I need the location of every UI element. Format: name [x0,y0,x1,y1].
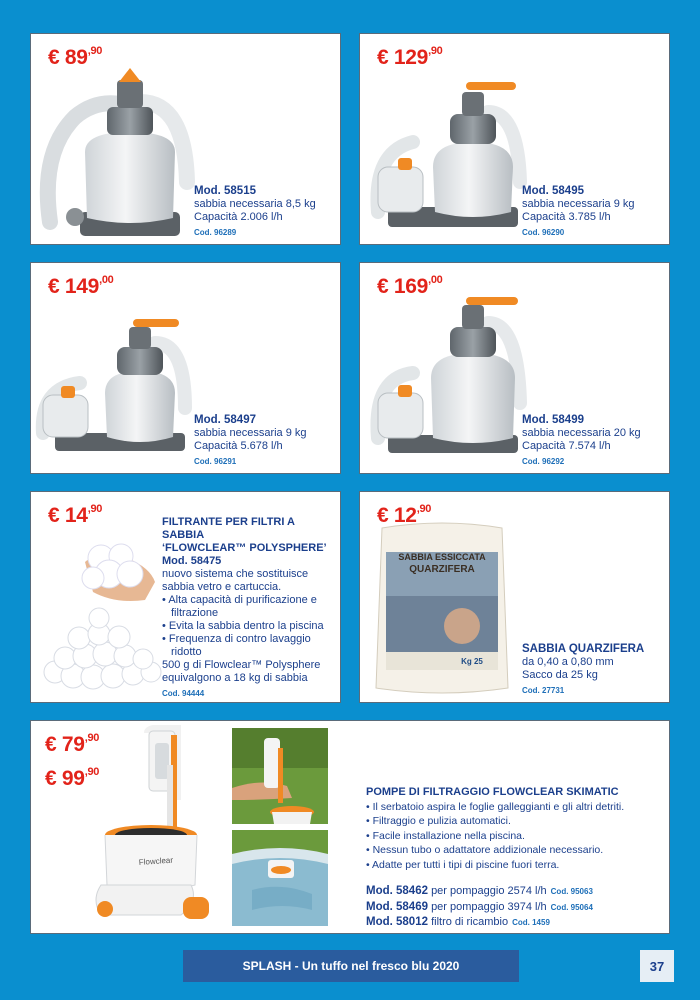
model-description: filtro di ricambio [431,916,509,928]
sand-required: sabbia necessaria 9 kg [194,427,307,439]
feature-item: • Adatte per tutti i tipi di piscine fuori terra. [366,858,666,873]
page-number: 37 [640,950,674,982]
model-number: Mod. 58462 [366,885,428,897]
sand-required: sabbia necessaria 8,5 kg [194,198,316,210]
product-title-line-2: ‘FLOWCLEAR™ POLYSPHERE’ [162,542,327,554]
sand-filter-pump-image [35,62,195,242]
feature-item: • Il serbatoio aspira le foglie galleggianti e gli altri detriti. [366,800,666,815]
product-code: Cod. 96292 [522,457,565,466]
model-row [366,915,666,931]
product-code: Cod. 27731 [522,686,565,695]
capacity: Capacità 2.006 l/h [194,211,283,223]
feature-item: • Nessun tubo o adattatore addizionale necessario. [366,843,666,858]
intro-line-2: sabbia vetro e cartuccia. [162,581,282,593]
product-card-58497 [30,262,341,474]
bag-weight: Sacco da 25 kg [522,669,598,681]
product-code: Cod. 95064 [550,902,593,912]
skimmer-installation-photo-2 [232,830,328,926]
price-label: € $14^{,90}$ [48,503,103,527]
product-description [194,185,316,239]
equivalence-line-2: equivalgono a 18 kg di sabbia [162,672,308,684]
skimmer-pump-image [91,725,211,930]
equivalence-line-1: 500 g di Flowclear™ Polysphere [162,659,321,671]
sand-filter-pump-image [368,72,528,242]
footer-title: SPLASH - Un tuffo nel fresco blu 2020 [183,950,519,982]
price-label: € $12^{,90}$ [377,503,432,527]
capacity: Capacità 5.678 l/h [194,440,283,452]
sand-bag-image [372,516,512,698]
skimmer-installation-photo-1 [232,728,328,824]
polysphere-description [162,516,337,700]
product-code: Cod. 96289 [194,228,237,237]
bag-weight-label: Kg 25 [461,657,483,666]
product-description [522,185,635,239]
model-row [366,900,666,916]
product-description [194,414,307,468]
price-label: € $169^{,00}$ [377,274,443,298]
model-number: Mod. 58515 [194,185,256,197]
sand-required: sabbia necessaria 20 kg [522,427,641,439]
product-title: SABBIA QUARZIFERA [522,643,645,655]
product-code: Cod. 95063 [550,887,593,896]
price-label: € $149^{,00}$ [48,274,114,298]
sand-filter-pump-image [35,313,195,463]
feature-list [366,800,666,873]
price-label-1: € $79^{,90}$ [45,732,100,756]
product-description [522,643,644,697]
price-label-2: € $99^{,90}$ [45,766,100,790]
feature-item: • Frequenza di contro lavaggio ridotto [162,633,337,659]
product-title: POMPE DI FILTRAGGIO FLOWCLEAR SKIMATIC [366,786,619,798]
model-row [366,884,666,900]
price-label: € $89^{,90}$ [48,45,103,69]
product-card-sand [359,491,670,703]
model-description: per pompaggio 3974 l/h [431,900,547,913]
product-card-skimatic [30,720,670,934]
product-code: Cod. 96290 [522,228,565,237]
feature-item: • Facile installazione nella piscina. [366,829,666,844]
model-number: Mod. 58499 [522,414,584,426]
product-card-58495 [359,33,670,245]
product-card-58499 [359,262,670,474]
product-code: Cod. 96291 [194,457,237,466]
product-description [522,414,641,468]
feature-item: • Filtraggio e pulizia automatici. [366,814,666,829]
model-number: Mod. 58495 [522,185,584,197]
bag-label-line-1: SABBIA ESSICCATA [398,552,486,562]
feature-item: • Alta capacità di purificazione e filtrazione [162,594,337,620]
brand-label: Flowclear [138,855,174,867]
intro-line-1: nuovo sistema che sostituisce [162,568,309,580]
model-number: Mod. 58012 [366,916,428,928]
grain-size: da 0,40 a 0,80 mm [522,656,614,668]
product-code: Cod. 1459 [512,918,550,927]
capacity: Capacità 7.574 l/h [522,440,611,452]
feature-list [162,594,337,659]
product-title-line-1: FILTRANTE PER FILTRI A SABBIA [162,516,295,541]
product-card-polysphere [30,491,341,703]
polysphere-balls-image [35,522,165,700]
capacity: Capacità 3.785 l/h [522,211,611,223]
model-number: Mod. 58475 [162,555,222,567]
sand-filter-pump-image [368,293,528,463]
model-description: per pompaggio 2574 l/h [431,885,547,897]
product-code: Cod. 94444 [162,689,205,698]
skimatic-description [366,785,666,931]
model-number: Mod. 58497 [194,414,256,426]
sand-required: sabbia necessaria 9 kg [522,198,635,210]
product-card-58515 [30,33,341,245]
bag-label-line-2: QUARZIFERA [409,564,475,575]
model-number: Mod. 58469 [366,900,428,913]
feature-item: • Evita la sabbia dentro la piscina [162,620,337,633]
price-label: € $129^{,90}$ [377,45,443,69]
